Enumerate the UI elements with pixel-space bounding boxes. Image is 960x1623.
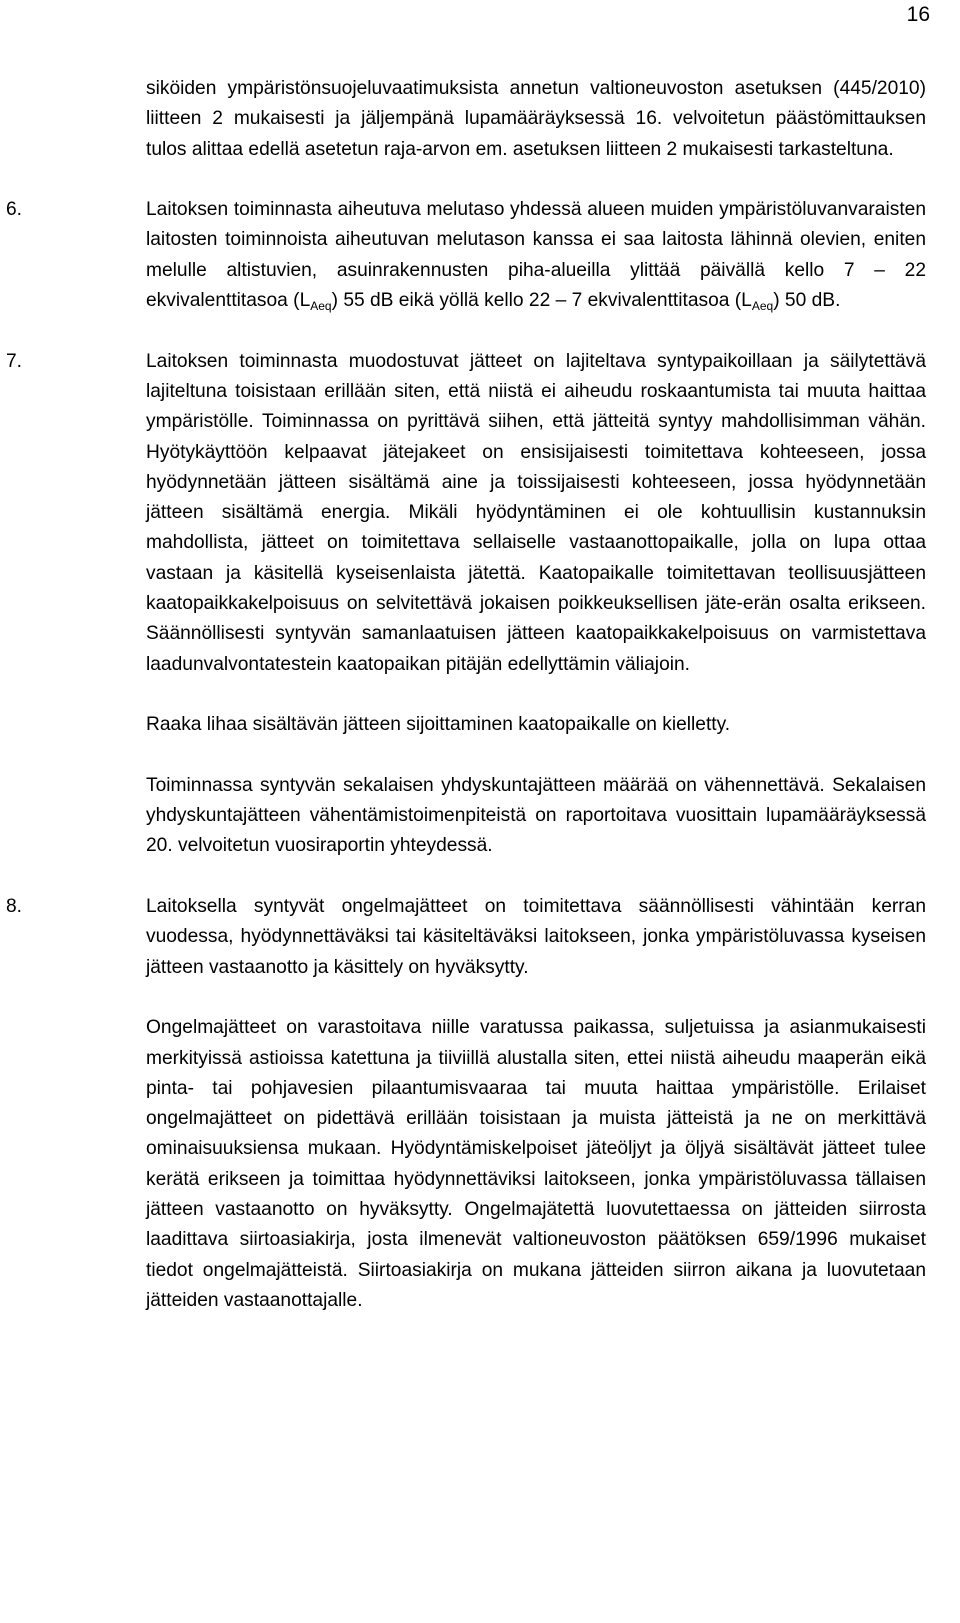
intro-paragraph <box>0 74 926 165</box>
item-6-text <box>146 195 926 316</box>
item-7-number: 7. <box>6 350 23 372</box>
intro-text: siköiden ympäristönsuojeluvaatimuksista annetun valtioneuvoston asetuksen (445/2010) liitteen 2 mukaisesti ja jäljempänä lupamääräyksessä 16. velvoitetun päästömittauksen tulos alittaa edellä asetetun raja-arvon em. asetuksen liitteen 2 mukaisesti tarkasteltuna. <box>146 78 926 160</box>
item-6-sub2: Aeq <box>751 299 774 314</box>
item-6-part1: Laitoksen toiminnasta aiheutuva melutaso yhdessä alueen muiden ympäristöluvanvaraisten laitosten toiminnoista aiheutuvan melutason kanssa ei saa laitosta lähinnä olevien, eniten melulle altistuvien, asuinrakennusten piha-alueilla ylittää päivällä kello 7 – 22 ekvivalenttitasoa (L <box>146 199 926 312</box>
item-8 <box>0 892 926 1316</box>
item-6-part3: ) 50 dB. <box>773 290 841 312</box>
item-6-number: 6. <box>6 199 23 221</box>
item-7-para1: Laitoksen toiminnasta muodostuvat jätteet on lajiteltava syntypaikoillaan ja säilytettävä lajiteltuna toisistaan erillään siten, että niistä ei aiheudu roskaantumista tai muuta haittaa ympäristölle. Toiminnassa on pyrittävä siihen, että jätteitä syntyy mahdollisimman vähän. Hyötykäyttöön kelpaavat jätejakeet on ensisijaisesti toimitettava kohteeseen, jossa hyödynnetään jätteen sisältämä aine ja toissijaisesti kohteeseen, jossa hyödynnetään jätteen sisältämä energia. Mikäli hyödyntäminen ei ole kohtuullisin kustannuksin mahdollista, jätteet on toimitettava sellaiselle vastaanottopaikalle, jolla on lupa ottaa vastaan ja käsitellä kyseisenlaista jätettä. Kaatopaikalle toimitettavan teollisuusjätteen kaatopaikkakelpoisuus on selvitettävä jokaisen poikkeuksellisen jäte-erän osalta erikseen. Säännöllisesti syntyvän samanlaatuisen jätteen kaatopaikkakelpoisuus on varmistettava laadunvalvontatestein kaatopaikan pitäjän edellyttämin väliajoin. <box>146 350 926 675</box>
page-number: 16 <box>906 3 930 26</box>
item-7-para2: Raaka lihaa sisältävän jätteen sijoittaminen kaatopaikalle on kielletty. <box>146 714 731 736</box>
item-8-para1: Laitoksella syntyvät ongelmajätteet on toimitettava säännöllisesti vähintään kerran vuodessa, hyödynnettäväksi tai käsiteltäväksi laitokseen, jonka ympäristöluvassa kyseisen jätteen vastaanotto ja käsittely on hyväksytty. <box>146 896 926 978</box>
document-body <box>0 74 960 1316</box>
item-8-number: 8. <box>6 896 23 918</box>
item-6-part2: ) 55 dB eikä yöllä kello 22 – 7 ekvivalenttitasoa (L <box>331 290 752 312</box>
item-7 <box>0 347 926 862</box>
item-6-sub1: Aeq <box>310 299 332 314</box>
item-8-para2: Ongelmajätteet on varastoitava niille varatussa paikassa, suljetuissa ja asianmukaisesti merkityissä astioissa katettuna ja tiiviillä alustalla siten, ettei niistä aiheudu maaperän eikä pinta- tai pohjavesien pilaantumisvaaraa tai muuta haittaa ympäristölle. Erilaiset ongelmajätteet on pidettävä erillään toisistaan ja muista jätteistä ja ne on merkittävä ominaisuuksiensa mukaan. Hyödyntämiskelpoiset jäteöljyt ja öljyä sisältävät jätteet tulee kerätä erikseen ja toimittaa hyödynnettäviksi laitokseen, jonka ympäristöluvassa tällaisen jätteen vastaanotto on hyväksytty. Ongelmajätettä luovutettaessa on jätteiden siirrosta laadittava siirtoasiakirja, josta ilmenevät valtioneuvoston päätöksen 659/1996 mukaiset tiedot ongelmajätteistä. Siirtoasiakirja on mukana jätteiden siirron aikana ja luovutetaan jätteiden vastaanottajalle. <box>146 1017 926 1311</box>
item-7-para3: Toiminnassa syntyvän sekalaisen yhdyskuntajätteen määrää on vähennettävä. Sekalaisen yhdyskuntajätteen vähentämistoimenpiteistä on raportoitava vuosittain lupamääräyksessä 20. velvoitetun vuosiraportin yhteydessä. <box>146 774 926 857</box>
item-6 <box>0 195 926 316</box>
